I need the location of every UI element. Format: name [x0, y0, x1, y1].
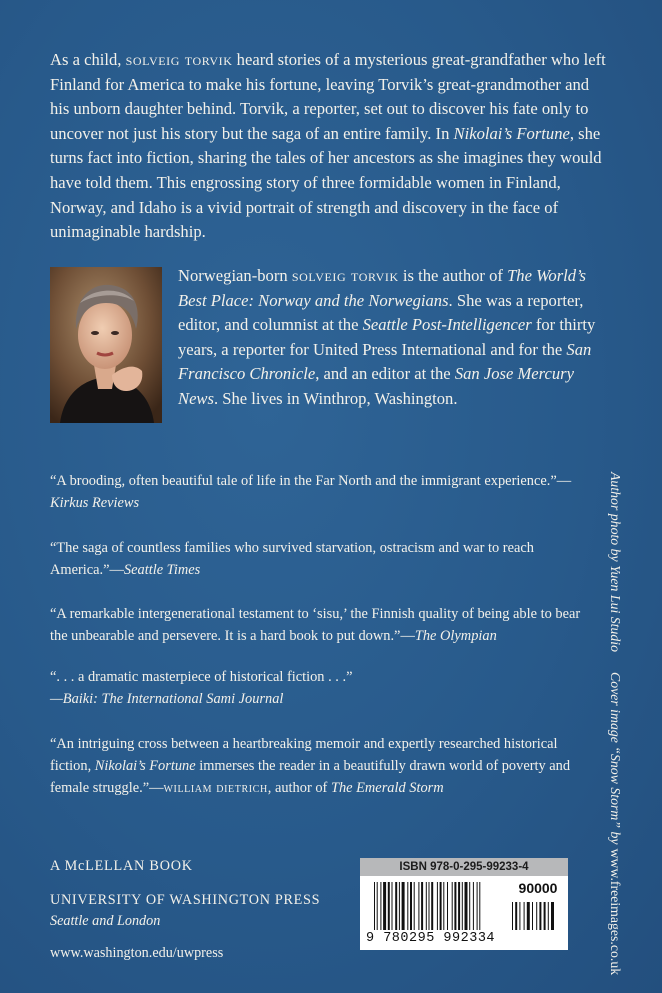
publisher-imprint: [50, 858, 350, 962]
barcode-bar: [399, 882, 400, 930]
barcode-bar: [407, 882, 408, 930]
barcode-bar: [519, 902, 520, 930]
publisher-name: UNIVERSITY OF WASHINGTON PRESS: [50, 892, 321, 908]
isbn-digits: 9 780295 992334: [366, 931, 496, 946]
bio-text: , and an editor at the: [315, 364, 455, 384]
barcode-bar: [551, 902, 554, 930]
barcode-bar: [532, 902, 533, 930]
review-source: The Olympian: [414, 628, 497, 644]
review-quote: [50, 603, 600, 647]
barcode-bar: [414, 882, 415, 930]
barcode-bar: [539, 902, 541, 930]
barcode-bar: [388, 882, 390, 930]
review-source: Seattle Times: [123, 562, 201, 578]
barcode-bar: [544, 902, 546, 930]
blurb-text: heard stories of a mysterious great-grandfather who left Finland for America to make his fortune, leaving Torvik’s great-grandmother and his unborn daughter behind. Torvik, a reporter, set out to discover his fate only to uncover not just his story but the saga of an entire family. In: [50, 50, 606, 143]
blurb-text: , she turns fact into fiction, sharing the tales of her ancestors as she imagines they would have told them. This engrossing story of three formidable women in Finland, Norway, and Idaho is a vivid portrait of strength and discovery in the face of unimaginable hardship.: [50, 123, 602, 242]
cover-image-credit: [608, 672, 623, 975]
bio-text: Norwegian-born: [178, 266, 292, 285]
review-quote: [50, 666, 600, 710]
barcode-bar: [458, 882, 460, 930]
price-code: 90000: [518, 880, 558, 896]
bio-text: is the author of: [398, 266, 508, 285]
blurb-text: As a child,: [50, 50, 126, 69]
barcode-bar: [421, 882, 423, 930]
review-source: Kirkus Reviews: [50, 495, 140, 511]
bio-text: . She lives in Winthrop, Washington.: [213, 388, 458, 408]
barcode-bar: [392, 882, 393, 930]
barcode-bar: [429, 882, 430, 930]
newspaper-name: San Francisco Chronicle: [178, 339, 592, 384]
bio-text: . She was a reporter, editor, and columnist at the: [178, 290, 584, 335]
review-source: —Baiki: The International Sami Journal: [50, 691, 284, 707]
review-text: immerses the reader in a beautifully drawn world of poverty and female struggle.”—: [50, 758, 571, 796]
isbn-label: ISBN 978-0-295-99233-4: [360, 858, 568, 876]
bio-text: for thirty years, a reporter for United Press International and for the: [178, 315, 596, 359]
barcode-bar: [473, 882, 474, 930]
review-text: “A remarkable intergenerational testament to ‘sisu,’ the Finnish quality of being able to bear the unbearable and persevere. It is a hard book to put down.”—: [50, 606, 581, 644]
barcode-bar: [447, 882, 448, 930]
barcode-bar: [548, 902, 549, 930]
review-source: The Emerald Storm: [330, 780, 444, 796]
image-credits: [603, 472, 629, 976]
barcode-bar: [462, 882, 463, 930]
author-photo: [50, 267, 162, 423]
author-name: solveig torvik: [291, 266, 399, 285]
barcode-bar: [536, 902, 537, 930]
author-portrait-image: [50, 267, 162, 423]
previous-book-title: The World’s Best Place: Norway and the Norwegians: [178, 266, 586, 310]
credits-vertical-text: [603, 472, 629, 976]
barcode-bar: [454, 882, 456, 930]
review-quote: [50, 733, 600, 799]
reviewer-name: william dietrich: [163, 780, 268, 796]
isbn-barcode: [360, 858, 568, 950]
author-name: solveig torvik: [125, 50, 233, 69]
cover-image-credit-url: www.freeimages.co.uk: [608, 848, 623, 976]
barcode-bar: [527, 902, 530, 930]
review-quote: [50, 537, 600, 581]
barcode-bar: [524, 902, 525, 930]
barcode-bar: [377, 882, 378, 930]
barcode-bar: [452, 882, 453, 930]
barcode-bar: [410, 882, 412, 930]
barcode-bar: [469, 882, 470, 930]
barcode-bar: [380, 882, 381, 930]
barcode-bar: [426, 882, 427, 930]
series-name: A McLELLAN BOOK: [50, 858, 193, 874]
barcode-bar: [512, 902, 513, 930]
author-photo-credit: Author photo by Yuen Lui Studio: [608, 472, 623, 653]
barcode-bar: [395, 882, 397, 930]
author-bio: [178, 264, 598, 412]
barcode-bar: [465, 882, 468, 930]
barcode-bar: [440, 882, 442, 930]
review-text: “A brooding, often beautiful tale of life in the Far North and the immigrant experience.”—: [50, 473, 572, 489]
newspaper-name: Seattle Post-Intelligencer: [362, 315, 532, 335]
book-description: [50, 48, 612, 245]
barcode-bar: [479, 882, 480, 930]
newspaper-name: San Jose Mercury News: [178, 364, 574, 408]
book-title: Nikolai’s Fortune: [94, 758, 196, 774]
barcode-bar: [443, 882, 444, 930]
cover-image-credit-text: Cover image “Snow Storm” by: [608, 672, 623, 845]
barcode-bar: [383, 882, 386, 930]
barcode-bar: [477, 882, 478, 930]
book-title: Nikolai’s Fortune: [453, 123, 570, 143]
barcode-bar: [437, 882, 438, 930]
review-text: , author of: [267, 780, 331, 796]
barcode-bar: [374, 882, 375, 930]
barcode-bar: [402, 882, 405, 930]
barcode-bar: [418, 882, 419, 930]
review-quote: [50, 470, 600, 514]
barcode-bar: [431, 882, 433, 930]
publisher-location: Seattle and London: [50, 913, 161, 929]
barcode-bar: [515, 902, 517, 930]
publisher-url: www.washington.edu/uwpress: [50, 945, 224, 961]
review-text: “An intriguing cross between a heartbreaking memoir and expertly researched historical fiction,: [50, 736, 558, 774]
review-text: “The saga of countless families who survived starvation, ostracism and war to reach America.”—: [50, 540, 534, 578]
review-text: “. . . a dramatic masterpiece of historical fiction . . .”: [50, 669, 353, 685]
